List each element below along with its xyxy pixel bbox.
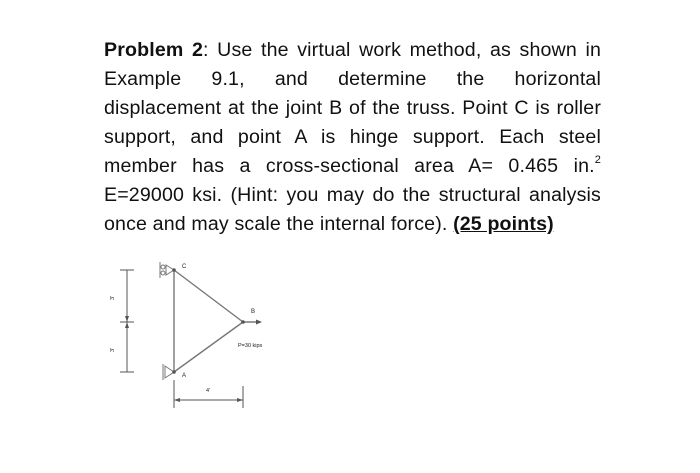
problem-text-part-2: E=29000 ksi. (Hint: you may do the structural analysis once and may scale the internal force). (104, 184, 601, 235)
dim-label-lower: 3' (110, 347, 116, 353)
vertical-dimension (120, 270, 134, 372)
member-cb (174, 270, 243, 322)
joint-a (172, 370, 176, 374)
area-unit-superscript: 2 (594, 154, 601, 167)
joint-c (172, 268, 176, 272)
points-label: (25 points) (453, 213, 554, 235)
node-label-a: A (182, 373, 187, 379)
node-label-c: C (182, 264, 187, 270)
node-label-b: B (251, 309, 256, 315)
problem-text-part-1: : Use the virtual work method, as shown in Example 9.1, and determine the horizontal displacement at the joint B of the truss. Point C is roller support, and point A is hinge support. Each steel member has a cross-sectional area A= 0.465 in. (104, 39, 601, 177)
horizontal-dimension (174, 380, 243, 408)
member-ab (174, 322, 243, 372)
load-label: P=30 kips (238, 343, 263, 349)
dim-label-horizontal: 4' (206, 388, 211, 394)
roller-support-c (160, 262, 174, 278)
dim-label-upper: 3' (110, 295, 116, 301)
load-arrow-icon (243, 320, 262, 325)
problem-label: Problem 2 (104, 39, 204, 61)
